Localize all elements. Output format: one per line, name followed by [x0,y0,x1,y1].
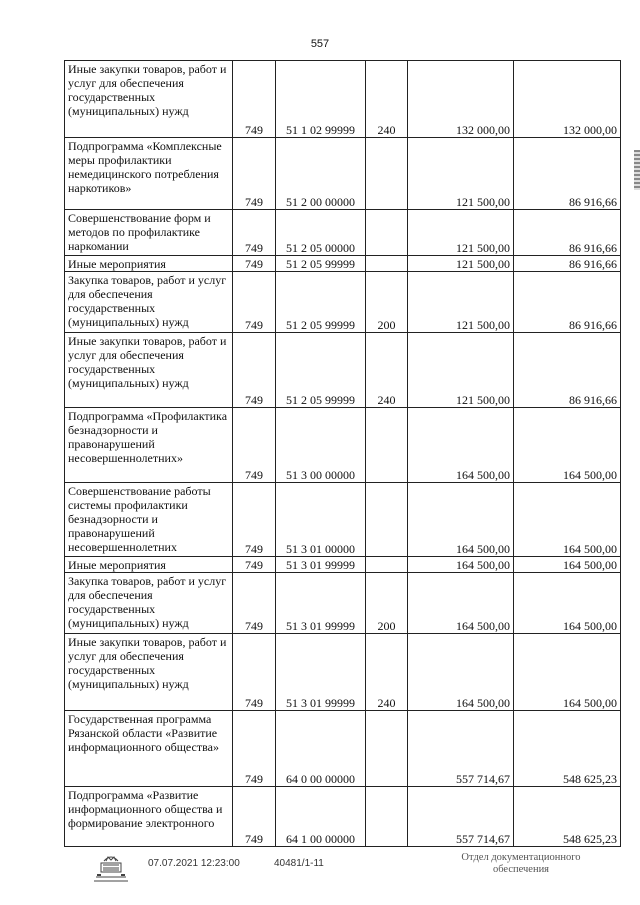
row-name: Подпрограмма «Комплексные меры профилактики немедицинского потребления наркотиков» [65,138,233,210]
row-vr: 240 [366,61,408,138]
row-csr: 64 0 00 00000 [276,711,366,787]
row-plan: 557 714,67 [408,711,514,787]
row-csr: 51 3 00 00000 [276,408,366,483]
row-plan: 132 000,00 [408,61,514,138]
department-stamp-line2: обеспечения [492,864,550,875]
row-fact: 164 500,00 [514,557,621,573]
row-fact: 86 916,66 [514,333,621,408]
row-ved: 749 [233,272,276,333]
row-fact: 164 500,00 [514,573,621,634]
row-fact: 86 916,66 [514,272,621,333]
row-name: Совершенствование работы системы профилактики безнадзорности и правонарушений несовершеннолетних [65,483,233,557]
row-fact: 548 625,23 [514,787,621,847]
row-vr: 240 [366,634,408,711]
row-name: Иные мероприятия [65,557,233,573]
row-csr: 64 1 00 00000 [276,787,366,847]
table-row [65,483,621,557]
table-row [65,61,621,138]
row-csr: 51 2 05 00000 [276,210,366,256]
table-row [65,333,621,408]
row-csr: 51 2 05 99999 [276,272,366,333]
row-ved: 749 [233,256,276,272]
budget-table [64,60,621,847]
row-plan: 164 500,00 [408,408,514,483]
row-vr [366,787,408,847]
emblem-stamp-icon [88,851,134,889]
row-vr [366,483,408,557]
row-name: Закупка товаров, работ и услуг для обеспечения государственных (муниципальных) нужд [65,272,233,333]
row-fact: 86 916,66 [514,138,621,210]
row-vr [366,256,408,272]
row-fact: 164 500,00 [514,483,621,557]
table-row [65,573,621,634]
row-fact: 132 000,00 [514,61,621,138]
table-row [65,138,621,210]
row-ved: 749 [233,711,276,787]
row-name: Иные закупки товаров, работ и услуг для обеспечения государственных (муниципальных) нужд [65,61,233,138]
row-fact: 86 916,66 [514,256,621,272]
row-vr [366,557,408,573]
row-plan: 557 714,67 [408,787,514,847]
table-row [65,256,621,272]
table-row [65,557,621,573]
row-ved: 749 [233,787,276,847]
row-plan: 121 500,00 [408,333,514,408]
footer-doc-number: 40481/1-11 [274,858,324,869]
footer-date: 07.07.2021 12:23:00 [148,858,240,869]
row-plan: 121 500,00 [408,138,514,210]
row-fact: 548 625,23 [514,711,621,787]
row-ved: 749 [233,138,276,210]
row-name: Закупка товаров, работ и услуг для обеспечения государственных (муниципальных) нужд [65,573,233,634]
row-name: Совершенствование форм и методов по профилактике наркомании [65,210,233,256]
row-fact: 164 500,00 [514,408,621,483]
table-row [65,210,621,256]
row-ved: 749 [233,210,276,256]
table-row [65,787,621,847]
page-number: 557 [310,38,330,50]
row-csr: 51 2 05 99999 [276,333,366,408]
row-name: Иные мероприятия [65,256,233,272]
row-name: Подпрограмма «Развитие информационного общества и формирование электронного [65,787,233,847]
row-name: Иные закупки товаров, работ и услуг для обеспечения государственных (муниципальных) нужд [65,333,233,408]
row-plan: 121 500,00 [408,210,514,256]
row-plan: 164 500,00 [408,483,514,557]
table-row [65,272,621,333]
row-ved: 749 [233,61,276,138]
row-ved: 749 [233,557,276,573]
row-ved: 749 [233,483,276,557]
row-csr: 51 3 01 99999 [276,557,366,573]
row-plan: 164 500,00 [408,634,514,711]
row-vr [366,408,408,483]
row-name: Иные закупки товаров, работ и услуг для обеспечения государственных (муниципальных) нужд [65,634,233,711]
row-csr: 51 2 05 99999 [276,256,366,272]
row-fact: 164 500,00 [514,634,621,711]
row-ved: 749 [233,408,276,483]
row-name: Подпрограмма «Профилактика безнадзорности и правонарушений несовершеннолетних» [65,408,233,483]
row-vr: 240 [366,333,408,408]
row-fact: 86 916,66 [514,210,621,256]
row-vr [366,210,408,256]
table-row [65,634,621,711]
department-stamp-line1: Отдел документационного [461,852,581,863]
table-row [65,408,621,483]
row-csr: 51 1 02 99999 [276,61,366,138]
row-csr: 51 2 00 00000 [276,138,366,210]
row-ved: 749 [233,573,276,634]
row-csr: 51 3 01 00000 [276,483,366,557]
row-plan: 121 500,00 [408,272,514,333]
row-csr: 51 3 01 99999 [276,573,366,634]
row-vr: 200 [366,573,408,634]
row-plan: 121 500,00 [408,256,514,272]
scan-edge-mark [634,150,640,190]
row-vr: 200 [366,272,408,333]
row-ved: 749 [233,634,276,711]
department-stamp [436,852,606,876]
row-plan: 164 500,00 [408,557,514,573]
page-footer [0,851,640,901]
row-csr: 51 3 01 99999 [276,634,366,711]
row-name: Государственная программа Рязанской области «Развитие информационного общества» [65,711,233,787]
row-vr [366,711,408,787]
row-plan: 164 500,00 [408,573,514,634]
row-ved: 749 [233,333,276,408]
table-row [65,711,621,787]
row-vr [366,138,408,210]
